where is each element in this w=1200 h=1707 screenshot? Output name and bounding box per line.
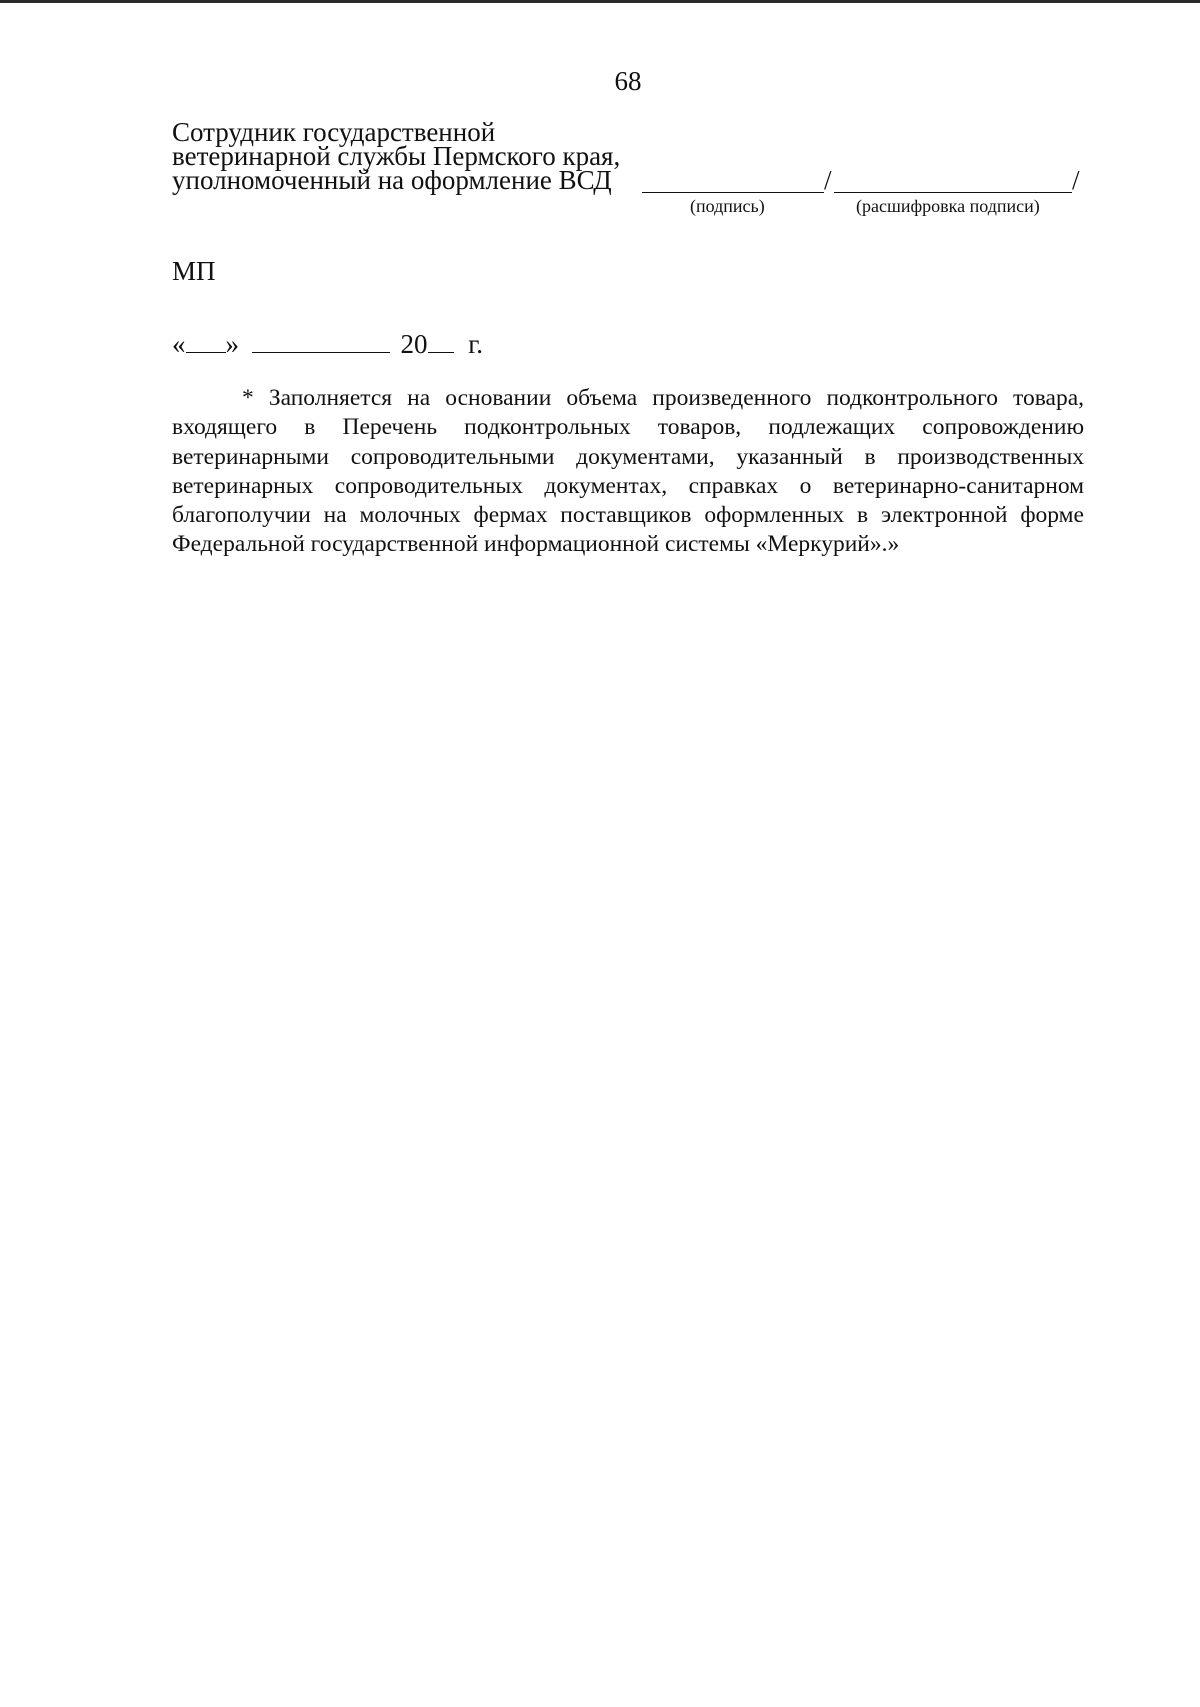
date-open-quote: « [172,329,186,359]
date-year-blank [428,328,454,353]
signature-decoding-blank [834,192,1072,193]
signer-title-line-1: Сотрудник государственной [172,117,496,147]
signer-title [172,117,621,195]
signature-decoding-caption: (расшифровка подписи) [856,196,1040,216]
signer-title-line-3: уполномоченный на оформление ВСД [172,165,612,195]
signature-end-slash: / [1072,165,1080,195]
date-year-prefix: 20 [400,329,428,359]
signature-caption: (подпись) [690,196,765,216]
date-day-blank [186,328,226,353]
footnote: * Заполняется на основании объема произведенного подконтрольного товара, входящего в Перечень подконтрольных товаров, подлежащих сопровождению ветеринарными сопроводительными документами, указанный в производственных ветеринарных сопроводительных документах, справках о ветеринарно-санитарном благополучии на молочных фермах поставщиков оформленных в электронной форме Федеральной государственной информационной системы «Меркурий».» [172,385,1084,558]
scan-top-edge [0,0,1200,3]
stamp-label: МП [172,256,216,286]
date-month-blank [252,328,390,353]
page-number: 68 [614,66,642,96]
date-line [172,328,483,359]
signature-separator-slash: / [824,165,832,195]
signature-blank [642,192,824,193]
date-close-quote: » [225,329,239,359]
signer-title-line-2: ветеринарной службы Пермского края, [172,141,621,171]
date-year-suffix: г. [468,329,484,359]
